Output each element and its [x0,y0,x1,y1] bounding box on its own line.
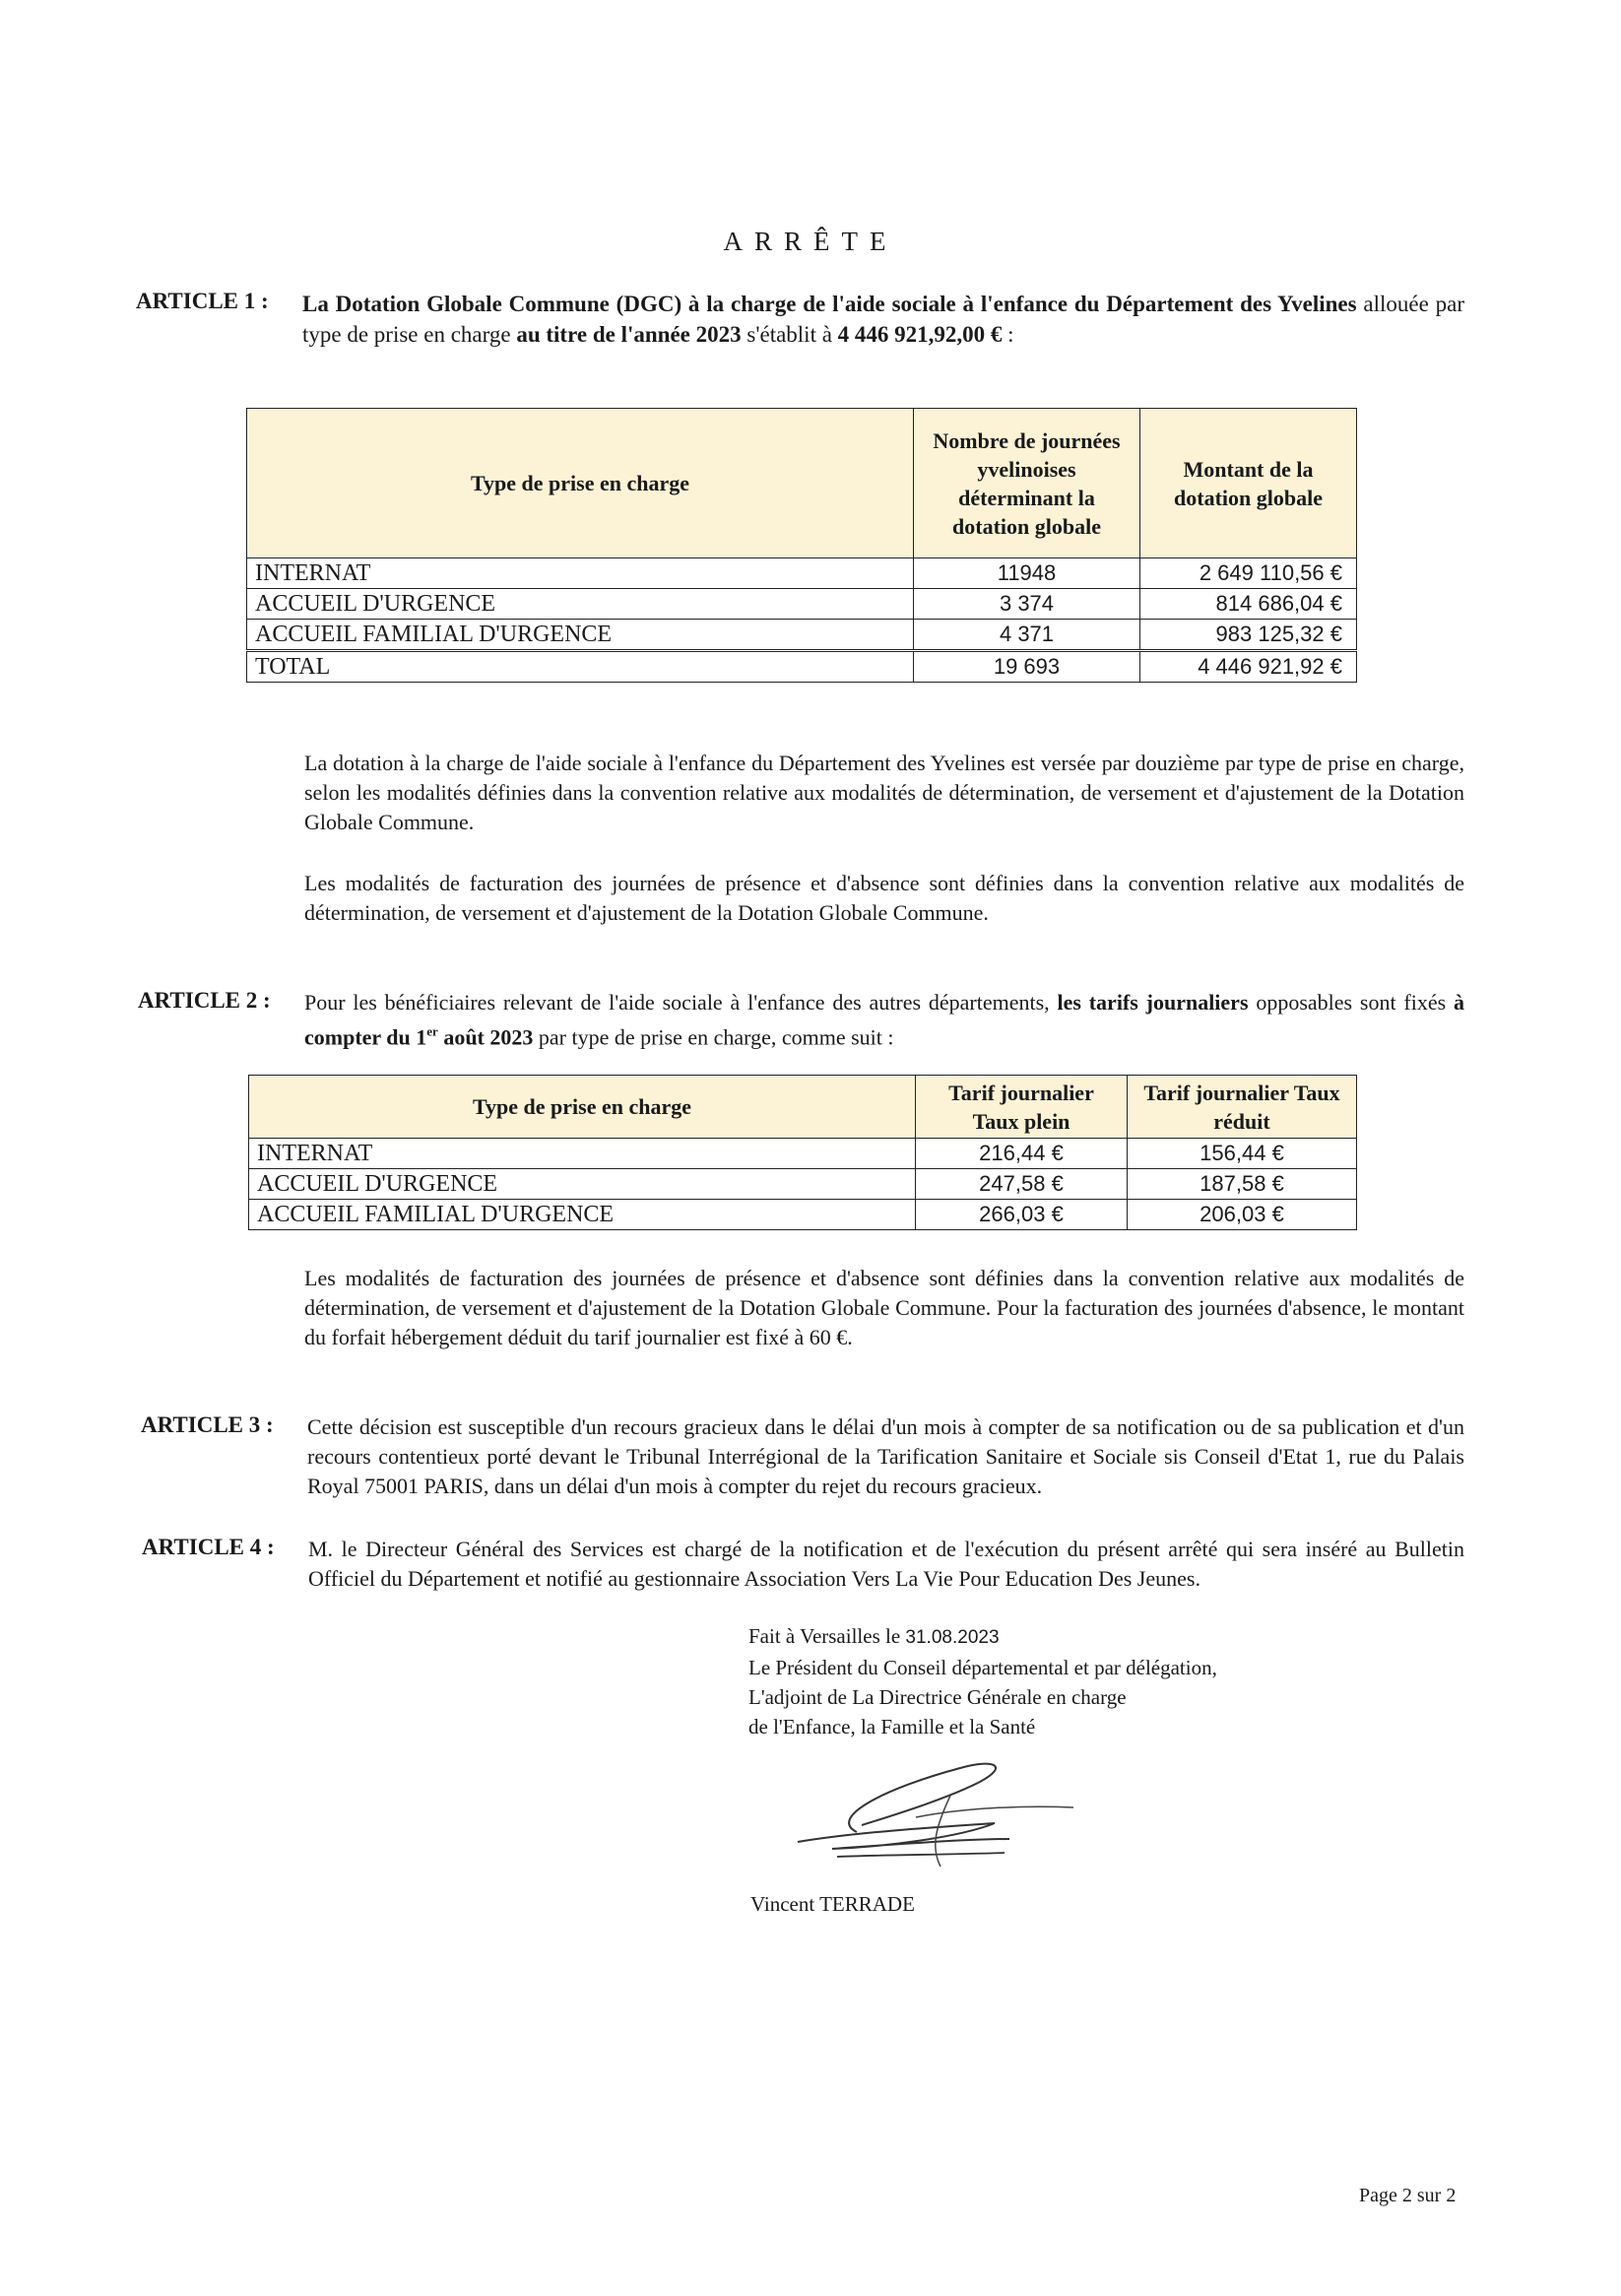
page-total: 2 [1446,2185,1457,2206]
article-4-text: M. le Directeur Général des Services est chargé de la notification et de l'exécution du présent arrêté qui sera inséré au Bulletin Officiel du Département et notifié au gestionnaire Association Vers La Vie Pour Education Des Jeunes. [308,1537,1464,1591]
dotation-header-days: Nombre de journées yvelinoises déterminant la dotation globale [914,409,1140,558]
table-total-row [247,651,1357,683]
article-1-text-e: 4 446 921,92,00 € [837,322,1003,347]
row-type: ACCUEIL FAMILIAL D'URGENCE [249,1200,916,1230]
signature-block [748,1621,1389,1741]
table-row [247,558,1357,589]
row-type: INTERNAT [247,558,914,589]
article-2-label: ARTICLE 2 : [138,988,271,1013]
signature-line-1: Le Président du Conseil départemental et par délégation, [748,1656,1217,1679]
article-1-label: ARTICLE 1 : [136,289,269,313]
table-row [249,1169,1357,1200]
article-2-paragraph-1: Les modalités de facturation des journées de présence et d'absence sont définies dans la convention relative aux modalités de détermination, de versement et d'ajustement de la Dotation Globale Commune. Pour la facturation des journées d'absence, le montant du forfait hébergement déduit du tarif journalier est fixé à 60 €. [304,1266,1464,1349]
dotation-table [246,408,1357,683]
row-reduced: 187,58 € [1128,1169,1357,1200]
article-3-label: ARTICLE 3 : [141,1412,274,1437]
page-mid: sur [1411,2185,1447,2206]
row-amount: 2 649 110,56 € [1140,558,1357,589]
article-2-text-a: Pour les bénéficiaires relevant de l'aide sociale à l'enfance des autres départements, [304,990,1058,1015]
page-prefix: Page [1359,2185,1402,2206]
signature-line-2: L'adjoint de La Directrice Générale en charge [748,1685,1127,1709]
row-full: 266,03 € [916,1200,1128,1230]
article-3-text: Cette décision est susceptible d'un recours gracieux dans le délai d'un mois à compter de sa notification ou de sa publication et d'un recours contentieux porté devant le Tribunal Interrégional de la Tarification Sanitaire et Sociale sis Conseil d'Etat 1, rue du Palais Royal 75001 PARIS, dans un délai d'un mois à compter du rejet du recours gracieux. [307,1414,1464,1498]
page-number [1359,2185,1456,2207]
article-2-text-c: opposables sont fixés [1248,990,1454,1015]
row-full: 247,58 € [916,1169,1128,1200]
table-row [247,589,1357,620]
row-type: ACCUEIL D'URGENCE [247,589,914,620]
page-current: 2 [1401,2185,1412,2206]
total-days: 19 693 [914,651,1140,683]
total-amount: 4 446 921,92 € [1140,651,1357,683]
tarifs-header-type: Type de prise en charge [249,1076,916,1139]
table-row [247,620,1357,651]
article-1-text-f: : [1002,322,1014,347]
row-days: 11948 [914,558,1140,589]
signature-line-3: de l'Enfance, la Famille et la Santé [748,1715,1036,1738]
dotation-header-amount: Montant de la dotation globale [1140,409,1357,558]
article-1-paragraph-1: La dotation à la charge de l'aide sociale à l'enfance du Département des Yvelines est versée par douzième par type de prise en charge, selon les modalités définies dans la convention relative aux modalités de détermination, de versement et d'ajustement de la Dotation Globale Commune. [304,751,1464,834]
article-1-text-b: allouée par type de prise en charge [302,292,1464,347]
row-type: INTERNAT [249,1139,916,1169]
handwritten-signature [768,1748,1093,1876]
tarifs-header-reduced: Tarif journalier Taux réduit [1128,1076,1357,1139]
article-1-text-c: au titre de l'année 2023 [516,322,742,347]
article-2-text [304,988,1464,1052]
article-4-label: ARTICLE 4 : [142,1535,275,1559]
article-1-text-a: La Dotation Globale Commune (DGC) à la charge de l'aide sociale à l'enfance du Département des Yvelines [302,292,1357,316]
tarifs-header-full: Tarif journalier Taux plein [916,1076,1128,1139]
article-2-text-b: les tarifs journaliers [1057,990,1249,1015]
article-2-text-f: par type de prise en charge, comme suit : [533,1024,894,1050]
signature-date: 31.08.2023 [905,1627,1000,1648]
tarifs-table [248,1075,1357,1230]
row-amount: 983 125,32 € [1140,620,1357,651]
article-1-paragraph-2: Les modalités de facturation des journées de présence et d'absence sont définies dans la convention relative aux modalités de détermination, de versement et d'ajustement de la Dotation Globale Commune. [304,871,1464,925]
signatory-name: Vincent TERRADE [750,1892,915,1916]
total-type: TOTAL [247,651,914,683]
table-row [249,1139,1357,1169]
article-1-text [302,289,1464,350]
article-2-text-d: à compter du 1 [304,990,1464,1050]
row-reduced: 156,44 € [1128,1139,1357,1169]
row-days: 3 374 [914,589,1140,620]
row-type: ACCUEIL D'URGENCE [249,1169,916,1200]
dotation-header-type: Type de prise en charge [247,409,914,558]
row-type: ACCUEIL FAMILIAL D'URGENCE [247,620,914,651]
table-row [249,1200,1357,1230]
article-2-text-e: août 2023 [437,1024,534,1050]
row-reduced: 206,03 € [1128,1200,1357,1230]
row-days: 4 371 [914,620,1140,651]
article-2-text-sup: er [426,1024,438,1039]
document-title: ARRÊTE [723,227,898,256]
row-amount: 814 686,04 € [1140,589,1357,620]
signature-place: Fait à Versailles le [748,1624,906,1648]
article-1-text-d: s'établit à [741,322,838,347]
signature-place-date [748,1621,1389,1653]
row-full: 216,44 € [916,1139,1128,1169]
